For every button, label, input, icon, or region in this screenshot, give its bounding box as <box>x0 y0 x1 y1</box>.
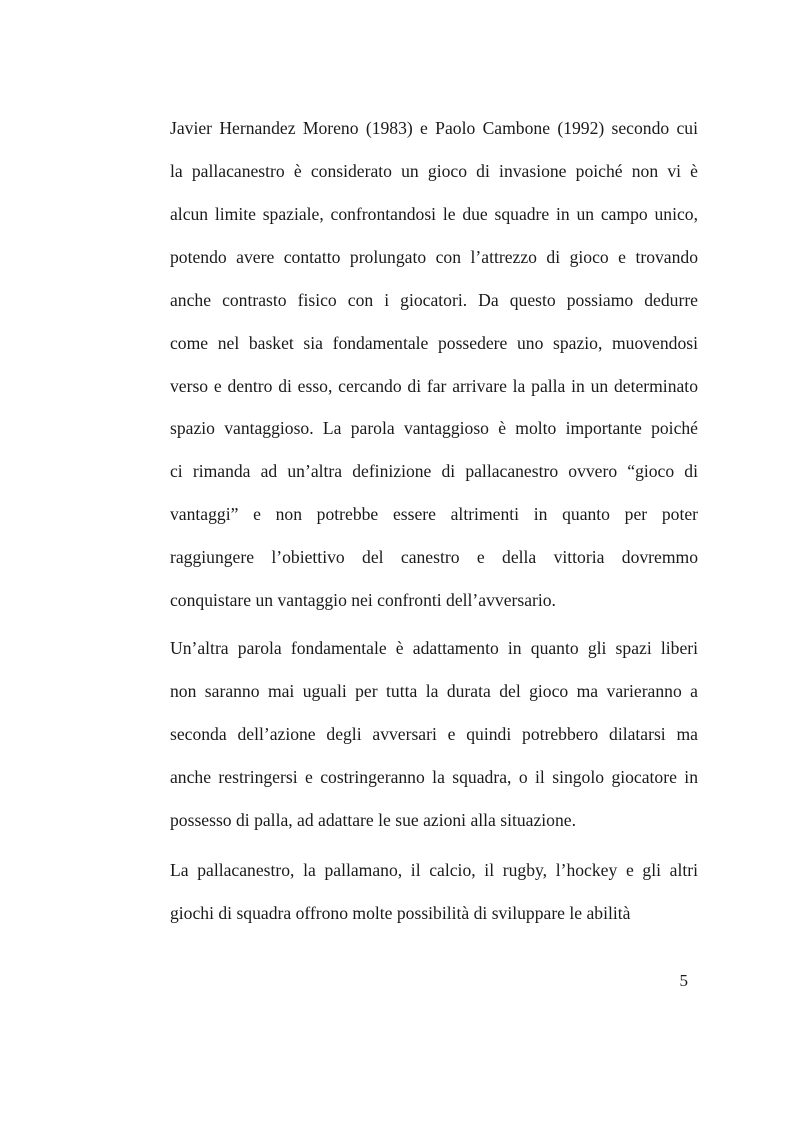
text-line: La pallacanestro, la pallamano, il calcio, il rugby, l’hockey e gli altri <box>170 860 698 880</box>
text-line: possesso di palla, ad adattare le sue azioni alla situazione. <box>170 810 576 830</box>
text-line: come nel basket sia fondamentale possedere uno spazio, muovendosi <box>170 333 698 353</box>
text-line: spazio vantaggioso. La parola vantaggioso è molto importante poiché <box>170 418 698 438</box>
text-line: potendo avere contatto prolungato con l’attrezzo di gioco e trovando <box>170 247 698 267</box>
text-line: Un’altra parola fondamentale è adattamento in quanto gli spazi liberi <box>170 638 698 658</box>
text-line: anche contrasto fisico con i giocatori. Da questo possiamo dedurre <box>170 290 698 310</box>
text-line: verso e dentro di esso, cercando di far arrivare la palla in un determinato <box>170 376 698 396</box>
text-line: conquistare un vantaggio nei confronti dell’avversario. <box>170 590 556 610</box>
text-line: vantaggi” e non potrebbe essere altrimenti in quanto per poter <box>170 504 698 524</box>
text-line: non saranno mai uguali per tutta la durata del gioco ma varieranno a <box>170 681 698 701</box>
text-line: anche restringersi e costringeranno la squadra, o il singolo giocatore in <box>170 767 698 787</box>
text-line: raggiungere l’obiettivo del canestro e della vittoria dovremmo <box>170 547 698 567</box>
text-line: Javier Hernandez Moreno (1983) e Paolo Cambone (1992) secondo cui <box>170 118 698 138</box>
text-line: ci rimanda ad un’altra definizione di pallacanestro ovvero “gioco di <box>170 461 698 481</box>
text-line: seconda dell’azione degli avversari e quindi potrebbero dilatarsi ma <box>170 724 698 744</box>
text-line: alcun limite spaziale, confrontandosi le due squadre in un campo unico, <box>170 204 698 224</box>
page-number: 5 <box>679 971 688 990</box>
text-line: la pallacanestro è considerato un gioco di invasione poiché non vi è <box>170 161 698 181</box>
text-line: giochi di squadra offrono molte possibilità di sviluppare le abilità <box>170 903 631 923</box>
